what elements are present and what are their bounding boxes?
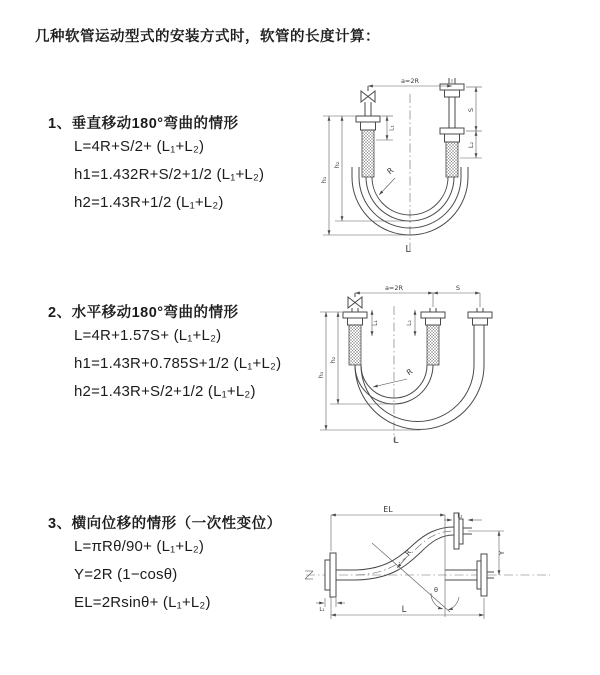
length-label: L <box>393 436 399 446</box>
diagram-horizontal-180-bend <box>312 280 597 452</box>
dimension-l1 <box>316 598 345 613</box>
middle-pipe-flange <box>421 308 445 325</box>
valve-icon <box>361 86 375 102</box>
dim-h2-label: h₂ <box>329 356 337 364</box>
formula-line: EL=2Rsinθ+ (L₁+L₂) <box>74 594 211 611</box>
dim-l1-label: L₁ <box>372 320 379 326</box>
hose-curves <box>355 365 484 430</box>
dim-a-label: a=2R <box>384 284 404 292</box>
left-pipe-flange <box>356 102 380 130</box>
formula-line: L=πRθ/90+ (L₁+L₂) <box>74 538 205 555</box>
dim-h1-label: h₁ <box>320 176 328 184</box>
formula-line: h1=1.432R+S/2+1/2 (L₁+L₂) <box>74 166 265 183</box>
dim-l1-label: L₁ <box>319 607 325 613</box>
page-title: 几种软管运动型式的安装方式时，软管的长度计算： <box>35 29 380 45</box>
dimension-l2 <box>406 310 415 336</box>
radius-label: R <box>403 548 414 558</box>
formula-line: h1=1.43R+0.785S+1/2 (L₁+L₂) <box>74 355 282 372</box>
angle-theta-label: θ <box>434 586 438 594</box>
formula-line: h2=1.43R+S/2+1/2 (L₁+L₂) <box>74 383 256 400</box>
dimension-a2r-s <box>355 284 480 307</box>
dim-l1-label: L₁ <box>388 125 396 131</box>
section-heading: 1、垂直移动180°弯曲的情形 <box>48 116 239 132</box>
length-label: L <box>405 244 411 255</box>
right-pipe-flange <box>468 308 492 365</box>
original-straight-pipe <box>445 554 494 596</box>
radius-label: R <box>385 165 396 177</box>
radius-callout <box>379 166 396 195</box>
radius-callout <box>373 367 414 387</box>
dimension-l1 <box>372 310 379 336</box>
formula-line: L=4R+1.57S+ (L₁+L₂) <box>74 327 222 344</box>
section-lateral-displacement <box>48 512 323 617</box>
braided-hose-left <box>362 130 374 177</box>
section-heading: 2、水平移动180°弯曲的情形 <box>48 305 239 321</box>
dimension-a2r <box>368 77 452 86</box>
diagram-lateral-displacement <box>298 503 595 645</box>
dim-a-label: a=2R <box>400 77 420 85</box>
length-label: L <box>401 605 407 615</box>
section-heading: 3、横向位移的情形（一次性变位） <box>48 516 282 532</box>
dim-y-label: Y <box>498 550 506 556</box>
braided-hose-right <box>446 142 458 177</box>
dim-el-label: EL <box>383 505 393 514</box>
dim-l2-label: L₂ <box>406 320 413 326</box>
dim-l2-label: L₂ <box>467 141 475 149</box>
section-vertical-movement <box>48 112 323 217</box>
right-pipe-flanges <box>440 78 464 142</box>
radius-label: R <box>404 366 415 378</box>
braided-hose-middle <box>427 325 439 365</box>
formula-line: L=4R+S/2+ (L₁+L₂) <box>74 138 205 155</box>
dimension-el <box>331 505 445 551</box>
dim-s-label: S <box>467 107 475 113</box>
dim-h2-label: h₂ <box>333 161 341 169</box>
valve-icon <box>348 293 362 308</box>
angle-construction <box>372 515 459 617</box>
dim-s-label: S <box>455 284 461 292</box>
dim-h1-label: h₁ <box>317 371 325 379</box>
dim-l2-label: L₂ <box>457 513 463 520</box>
diagram-vertical-180-bend <box>315 70 595 265</box>
braided-hose-left <box>349 325 361 365</box>
dimension-s <box>460 87 482 158</box>
dimension-l <box>331 597 484 619</box>
section-horizontal-movement <box>48 301 323 406</box>
left-pipe-flange <box>343 308 367 325</box>
formula-line: h2=1.43R+1/2 (L₁+L₂) <box>74 194 224 211</box>
formula-line: Y=2R (1−cosθ) <box>74 566 178 583</box>
